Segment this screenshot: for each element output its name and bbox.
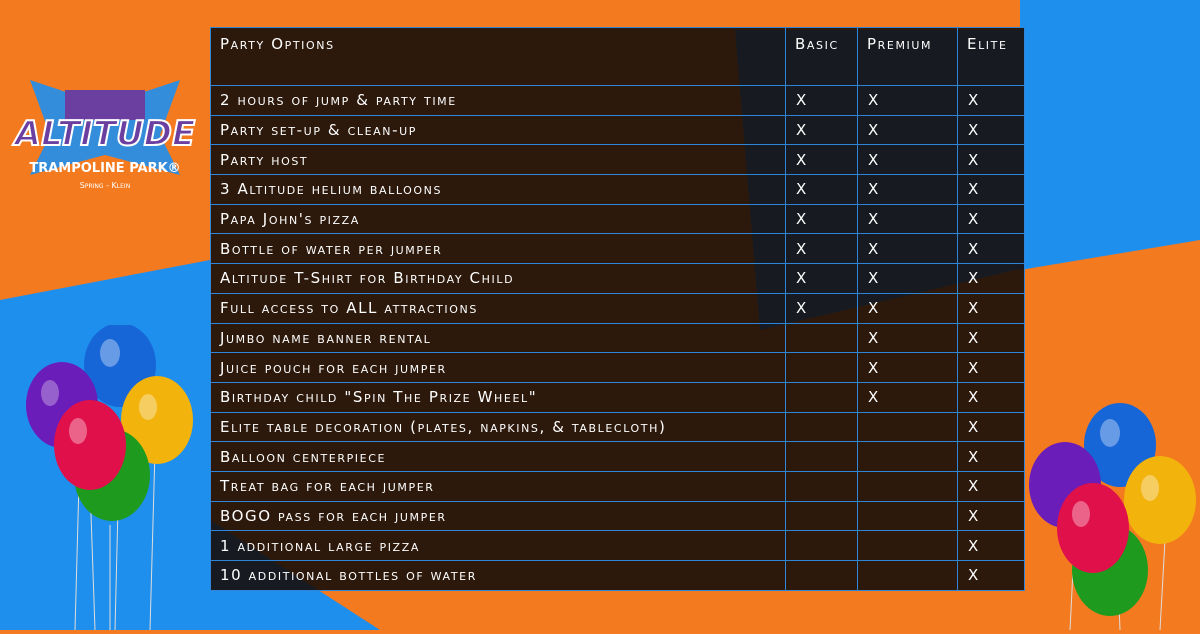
elite-mark: X — [958, 234, 1025, 264]
table-row — [211, 264, 1025, 294]
premium-mark: X — [858, 264, 958, 294]
table-row — [211, 323, 1025, 353]
header-elite: Elite — [958, 28, 1025, 86]
option-label: Treat bag for each jumper — [211, 471, 786, 501]
elite-mark: X — [958, 561, 1025, 591]
premium-mark — [858, 412, 958, 442]
elite-mark: X — [958, 175, 1025, 205]
table-header-row — [211, 28, 1025, 86]
table-row — [211, 234, 1025, 264]
premium-mark — [858, 531, 958, 561]
basic-mark: X — [786, 293, 858, 323]
option-label: BOGO pass for each jumper — [211, 501, 786, 531]
basic-mark — [786, 531, 858, 561]
basic-mark: X — [786, 115, 858, 145]
basic-mark: X — [786, 204, 858, 234]
logo-brand: ALTITUDE — [14, 114, 196, 154]
premium-mark: X — [858, 145, 958, 175]
table-row — [211, 204, 1025, 234]
balloons-right-image — [1025, 400, 1200, 630]
option-label: 3 Altitude helium balloons — [211, 175, 786, 205]
header-basic: Basic — [786, 28, 858, 86]
elite-mark: X — [958, 382, 1025, 412]
premium-mark — [858, 501, 958, 531]
table-row — [211, 175, 1025, 205]
basic-mark — [786, 442, 858, 472]
premium-mark: X — [858, 293, 958, 323]
table-row — [211, 86, 1025, 116]
table-row — [211, 412, 1025, 442]
altitude-logo — [10, 60, 200, 200]
elite-mark: X — [958, 323, 1025, 353]
basic-mark — [786, 382, 858, 412]
party-options-table — [210, 27, 1025, 591]
header-premium: Premium — [858, 28, 958, 86]
premium-mark: X — [858, 323, 958, 353]
basic-mark: X — [786, 175, 858, 205]
elite-mark: X — [958, 353, 1025, 383]
header-party-options: Party Options — [211, 28, 786, 86]
logo-subtitle: TRAMPOLINE PARK® — [29, 161, 181, 176]
option-label: 10 additional bottles of water — [211, 561, 786, 591]
option-label: Party set-up & clean-up — [211, 115, 786, 145]
option-label: 2 hours of jump & party time — [211, 86, 786, 116]
basic-mark — [786, 353, 858, 383]
basic-mark — [786, 323, 858, 353]
table-row — [211, 145, 1025, 175]
option-label: Bottle of water per jumper — [211, 234, 786, 264]
option-label: Party host — [211, 145, 786, 175]
elite-mark: X — [958, 293, 1025, 323]
table-row — [211, 531, 1025, 561]
basic-mark: X — [786, 234, 858, 264]
basic-mark: X — [786, 86, 858, 116]
elite-mark: X — [958, 442, 1025, 472]
premium-mark: X — [858, 86, 958, 116]
option-label: Birthday child "Spin The Prize Wheel" — [211, 382, 786, 412]
basic-mark: X — [786, 145, 858, 175]
elite-mark: X — [958, 531, 1025, 561]
elite-mark: X — [958, 412, 1025, 442]
premium-mark: X — [858, 234, 958, 264]
table-row — [211, 115, 1025, 145]
table-row — [211, 501, 1025, 531]
premium-mark — [858, 471, 958, 501]
option-label: Full access to ALL attractions — [211, 293, 786, 323]
elite-mark: X — [958, 115, 1025, 145]
table-row — [211, 561, 1025, 591]
premium-mark: X — [858, 204, 958, 234]
basic-mark — [786, 561, 858, 591]
premium-mark — [858, 561, 958, 591]
table-row — [211, 382, 1025, 412]
table-row — [211, 471, 1025, 501]
logo-location: Spring - Klein — [79, 181, 131, 190]
elite-mark: X — [958, 204, 1025, 234]
option-label: Elite table decoration (plates, napkins, & tablecloth) — [211, 412, 786, 442]
table-row — [211, 293, 1025, 323]
option-label: Balloon centerpiece — [211, 442, 786, 472]
table-row — [211, 353, 1025, 383]
elite-mark: X — [958, 264, 1025, 294]
option-label: Jumbo name banner rental — [211, 323, 786, 353]
elite-mark: X — [958, 86, 1025, 116]
premium-mark: X — [858, 115, 958, 145]
premium-mark — [858, 442, 958, 472]
premium-mark: X — [858, 175, 958, 205]
option-label: 1 additional large pizza — [211, 531, 786, 561]
balloons-left-image — [20, 325, 200, 630]
basic-mark: X — [786, 264, 858, 294]
basic-mark — [786, 412, 858, 442]
premium-mark: X — [858, 382, 958, 412]
table-row — [211, 442, 1025, 472]
option-label: Papa John's pizza — [211, 204, 786, 234]
premium-mark: X — [858, 353, 958, 383]
elite-mark: X — [958, 471, 1025, 501]
basic-mark — [786, 501, 858, 531]
elite-mark: X — [958, 145, 1025, 175]
elite-mark: X — [958, 501, 1025, 531]
option-label: Altitude T-Shirt for Birthday Child — [211, 264, 786, 294]
option-label: Juice pouch for each jumper — [211, 353, 786, 383]
basic-mark — [786, 471, 858, 501]
